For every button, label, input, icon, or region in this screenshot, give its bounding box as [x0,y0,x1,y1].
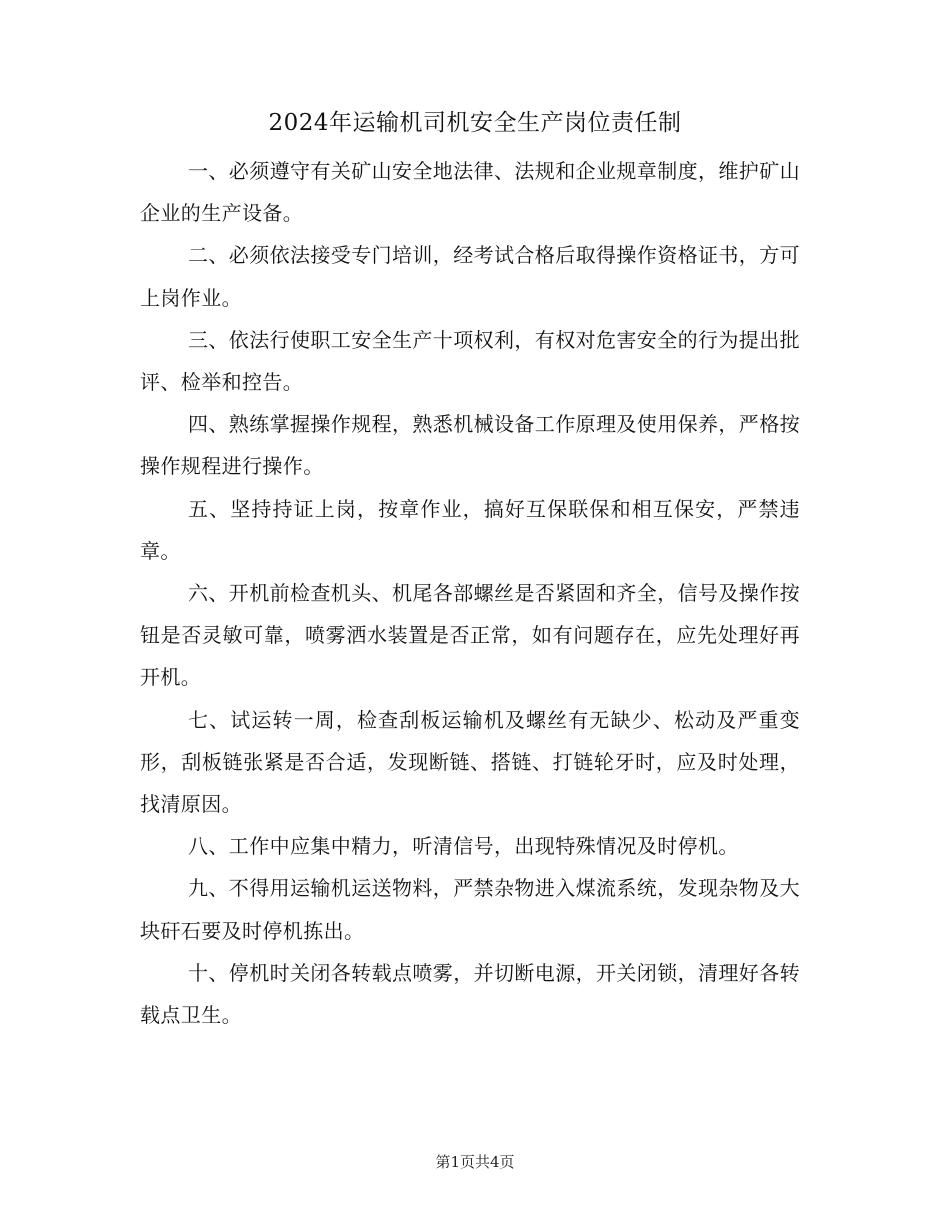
paragraph-4: 四、熟练掌握操作规程，熟悉机械设备工作原理及使用保养，严格按操作规程进行操作。 [140,412,800,479]
paragraph-10: 十、停机时关闭各转载点喷雾，并切断电源，开关闭锁，清理好各转载点卫生。 [140,960,800,1028]
paragraph-3: 三、依法行使职工安全生产十项权利，有权对危害安全的行为提出批评、检举和控告。 [140,327,800,395]
paragraph-6: 六、开机前检查机头、机尾各部螺丝是否紧固和齐全，信号及操作按钮是否灵敏可靠，喷雾洒水装置是否正常，如有问题存在，应先处理好再开机。 [140,581,800,690]
paragraph-8: 八、工作中应集中精力，听清信号，出现特殊情况及时停机。 [188,834,739,859]
paragraph-5: 五、坚持持证上岗，按章作业，搞好互保联保和相互保安，严禁违章。 [140,496,800,563]
document-body [140,150,800,1036]
paragraph-9: 九、不得用运输机运送物料，严禁杂物进入煤流系统，发现杂物及大块矸石要及时停机拣出。 [140,876,800,943]
paragraph-7: 七、试运转一周，检查刮板运输机及螺丝有无缺少、松动及严重变形，刮板链张紧是否合适，发现断链、搭链、打链轮牙时，应及时处理，找清原因。 [140,707,800,817]
page-footer: 第1页共4页 [435,1153,515,1171]
paragraph-2: 二、必须依法接受专门培训，经考试合格后取得操作资格证书，方可上岗作业。 [140,243,800,310]
paragraph-1: 一、必须遵守有关矿山安全地法律、法规和企业规章制度，维护矿山企业的生产设备。 [140,159,800,226]
document-title: 2024年运输机司机安全生产岗位责任制 [268,110,682,136]
